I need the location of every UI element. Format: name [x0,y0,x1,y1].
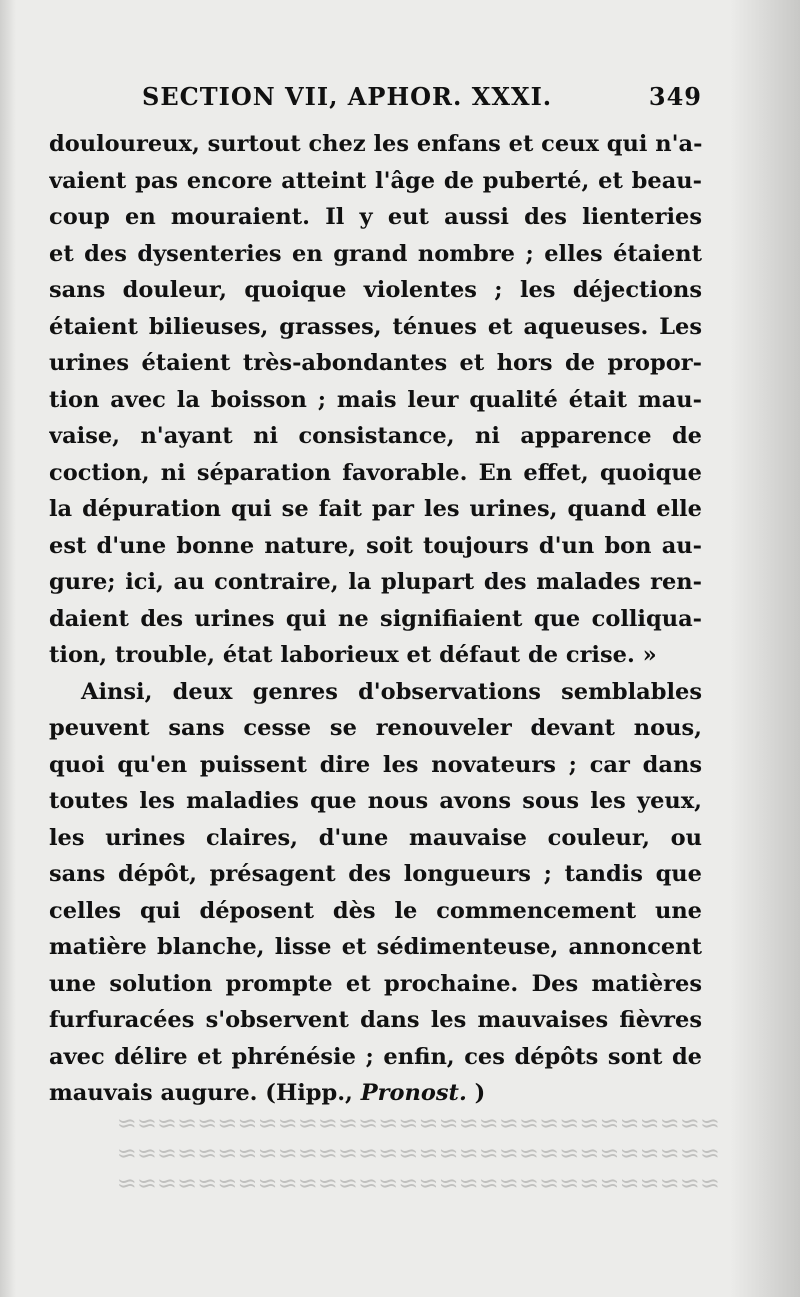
paragraph-1 [49,126,702,674]
text-line: la dépuration qui se fait par les urines, quand elle [49,496,702,522]
text-line: matière blanche, lisse et sédimenteuse, annoncent [49,934,702,960]
text-line: celles qui déposent dès le commencement une [49,897,702,924]
text-line: vaise, n'ayant ni consistance, ni apparence de [49,423,702,449]
final-line-text: mauvais augure. (Hipp., [49,1080,361,1106]
text-line: une solution prompte et prochaine. Des matières [49,970,702,997]
page-number: 349 [648,82,702,111]
text-line: quoi qu'en puissent dire les novateurs ; car dans [49,751,702,778]
body-text [49,126,702,1112]
citation-title: Pronost. [360,1080,467,1106]
text-line: est d'une bonne nature, soit toujours d'un bon au- [49,532,702,559]
text-line: douloureux, surtout chez les enfans et ceux qui n'a- [49,131,702,157]
page-gutter-shadow [0,0,16,1297]
text-line: tion, trouble, état laborieux et défaut de crise. » [49,642,657,668]
text-line: Ainsi, deux genres d'observations semblables [81,678,702,705]
text-line: étaient bilieuses, grasses, ténues et aqueuses. Les [49,313,702,340]
text-line: urines étaient très-abondantes et hors de propor- [49,350,702,376]
final-text-line [49,1075,702,1112]
text-line: toutes les maladies que nous avons sous les yeux, [49,788,702,814]
text-line: daient des urines qui ne signifiaient que colliqua- [49,605,702,632]
text-line: furfuracées s'observent dans les mauvaises fièvres [49,1007,702,1033]
page-edge-shadow [730,0,800,1297]
text-line: vaient pas encore atteint l'âge de puberté, et beau- [49,167,702,194]
text-line: tion avec la boisson ; mais leur qualité était mau- [49,386,702,413]
page-header [142,82,702,122]
text-line: sans douleur, quoique violentes ; les déjections [49,277,702,303]
citation-close: ) [466,1080,486,1106]
text-line: sans dépôt, présagent des longueurs ; tandis que [49,861,702,887]
paragraph-2 [49,674,702,1112]
show-through-texture: ≈≈≈≈≈≈≈≈≈≈≈≈≈≈≈≈≈≈≈≈≈≈≈≈≈≈≈≈≈≈ ≈≈≈≈≈≈≈≈≈≈≈≈≈≈≈≈≈≈≈≈≈≈≈≈≈≈≈≈≈≈ ≈≈≈≈≈≈≈≈≈≈≈≈≈≈≈≈≈≈≈≈≈≈≈≈≈≈≈≈≈≈ [116,1109,720,1197]
text-line: et des dysenteries en grand nombre ; elles étaient [49,240,702,267]
text-line: les urines claires, d'une mauvaise couleur, ou [49,824,702,851]
text-line: avec délire et phrénésie ; enfin, ces dépôts sont de [49,1043,702,1070]
running-title: SECTION VII, APHOR. XXXI. [142,82,553,111]
text-line: peuvent sans cesse se renouveler devant nous, [49,715,702,741]
text-line: coction, ni séparation favorable. En effet, quoique [49,459,702,486]
text-line: gure; ici, au contraire, la plupart des malades ren- [49,569,702,595]
text-line: coup en mouraient. Il y eut aussi des lienteries [49,204,702,230]
